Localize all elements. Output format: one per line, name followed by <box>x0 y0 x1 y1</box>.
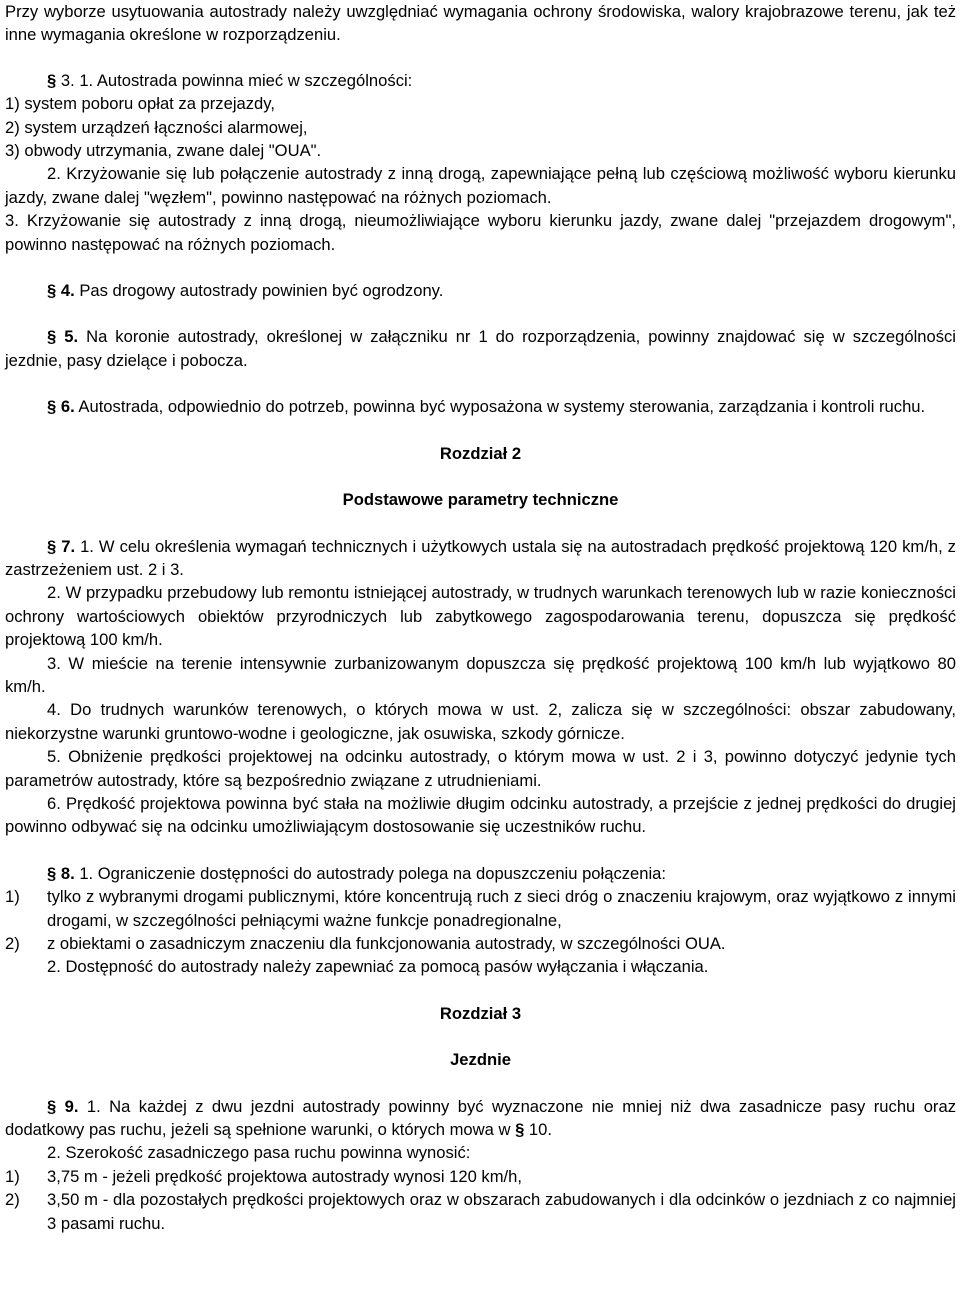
section-sign: § <box>47 70 57 90</box>
section-sign: § <box>47 281 57 301</box>
list-item-number: 1) <box>5 887 20 907</box>
section-9-para-2: 2. Szerokość zasadniczego pasa ruchu powinna wynosić: <box>47 1143 471 1163</box>
list-item-number: 2) <box>5 1190 20 1210</box>
section-7-para-4: 4. Do trudnych warunków terenowych, o których mowa w ust. 2, zalicza się w szczególności: obszar zabudowany, niekorzystne warunki gruntowo-wodne i geologiczne, jak osuwiska, szkody górnicze. <box>5 700 956 743</box>
list-item-text: 3,50 m - dla pozostałych prędkości projektowych oraz w obszarach zabudowanych i dla odcinków o jezdniach z co najmniej 3 pasami ruchu. <box>47 1190 956 1233</box>
section-3-para-3: 3. Krzyżowanie się autostrady z inną drogą, nieumożliwiające wyboru kierunku jazdy, zwane dalej "przejazdem drogowym", powinno następować na różnych poziomach. <box>5 211 956 254</box>
list-item <box>5 1188 956 1235</box>
chapter-2-subtitle: Podstawowe parametry techniczne <box>342 490 619 510</box>
section-4: § 4. Pas drogowy autostrady powinien być ogrodzony. <box>47 281 444 301</box>
section-7-para-3: 3. W mieście na terenie intensywnie zurbanizowanym dopuszcza się prędkość projektową 100 km/h lub wyjątkowo 80 km/h. <box>5 653 956 696</box>
section-number: 7. <box>61 536 76 556</box>
list-item <box>5 932 956 955</box>
section-7-para-2: 2. W przypadku przebudowy lub remontu istniejącej autostrady, w trudnych warunkach terenowych lub w razie konieczności ochrony wartościowych obiektów przyrodniczych lub zabytkowego zagospodarowania terenu, dopuszcza się prędkość projektową 100 km/h. <box>5 583 956 650</box>
section-sign: § <box>47 397 57 417</box>
chapter-3-subtitle: Jezdnie <box>450 1050 511 1070</box>
section-number: 9. <box>64 1096 79 1116</box>
section-8-para-1: § 8. 1. Ograniczenie dostępności do autostrady polega na dopuszczeniu połączenia: <box>47 863 667 883</box>
section-number: 3. <box>60 70 75 90</box>
section-number: 4. <box>60 281 75 301</box>
section-sign: § <box>47 1096 57 1116</box>
list-item <box>5 1165 956 1188</box>
chapter-3-title: Rozdział 3 <box>439 1003 522 1023</box>
list-item: 3) obwody utrzymania, zwane dalej "OUA". <box>5 141 322 161</box>
section-reference-sign: § <box>515 1120 525 1140</box>
section-7-para-5: 5. Obniżenie prędkości projektowej na odcinku autostrady, o którym mowa w ust. 2 i 3, powinno dotyczyć jedynie tych parametrów autostrady, które są bezpośrednio związane z utrudnieniami. <box>5 747 956 790</box>
chapter-2-title: Rozdział 2 <box>439 443 522 463</box>
section-7-para-6: 6. Prędkość projektowa powinna być stała na możliwie długim odcinku autostrady, a przejście z jednej prędkości do drugiej powinno odbywać się na odcinku umożliwiającym dostosowanie się uczestników ruchu. <box>5 793 956 837</box>
list-item: 2) system urządzeń łączności alarmowej, <box>5 117 308 137</box>
section-sign: § <box>47 536 57 556</box>
section-sign: § <box>47 327 57 347</box>
list-item-text: 3,75 m - jeżeli prędkość projektowa autostrady wynosi 120 km/h, <box>47 1166 522 1186</box>
list-item-text: tylko z wybranymi drogami publicznymi, które koncentrują ruch z sieci dróg o znaczeniu krajowym, oraz wyjątkowo z innymi drogami, w szczególności pełniącymi ważne funkcje ponadregionalne, <box>47 887 956 930</box>
section-8-para-2: 2. Dostępność do autostrady należy zapewniać za pomocą pasów wyłączania i włączania. <box>47 957 709 977</box>
section-3-para-1: § 3. 1. Autostrada powinna mieć w szczególności: <box>47 70 413 90</box>
section-reference-number: 10. <box>524 1120 552 1140</box>
intro-paragraph: Przy wyborze usytuowania autostrady należy uwzględniać wymagania ochrony środowiska, walory krajobrazowe terenu, jak też inne wymagania określone w rozporządzeniu. <box>5 2 956 45</box>
section-number: 5. <box>64 327 79 347</box>
list-item: 1) system poboru opłat za przejazdy, <box>5 94 275 114</box>
list-item-number: 2) <box>5 934 20 953</box>
section-number: 8. <box>60 863 75 883</box>
section-number: 6. <box>60 397 75 417</box>
section-3-para-2: 2. Krzyżowanie się lub połączenie autostrady z inną drogą, zapewniające pełną lub częściową możliwość wyboru kierunku jazdy, zwane dalej "węzłem", powinno następować na różnych poziomach. <box>5 164 956 207</box>
list-item-text: z obiektami o zasadniczym znaczeniu dla funkcjonowania autostrady, w szczególności OUA. <box>47 934 726 953</box>
section-9-para-1: § 9. 1. Na każdej z dwu jezdni autostrady powinny być wyznaczone nie mniej niż dwa zasadnicze pasy ruchu oraz dodatkowy pas ruchu, jeżeli są spełnione warunki, o których mowa w § 10. <box>5 1096 956 1140</box>
section-7-para-1: § 7. 1. W celu określenia wymagań technicznych i użytkowych ustala się na autostradach prędkość projektową 120 km/h, z zastrzeżeniem ust. 2 i 3. <box>5 536 956 579</box>
list-item <box>5 885 956 932</box>
section-sign: § <box>47 863 57 883</box>
list-item-number: 1) <box>5 1166 20 1186</box>
section-6: § 6. Autostrada, odpowiednio do potrzeb, powinna być wyposażona w systemy sterowania, zarządzania i kontroli ruchu. <box>47 397 926 417</box>
section-5: § 5. Na koronie autostrady, określonej w załączniku nr 1 do rozporządzenia, powinny znajdować się w szczególności jezdnie, pasy dzielące i pobocza. <box>5 327 956 370</box>
